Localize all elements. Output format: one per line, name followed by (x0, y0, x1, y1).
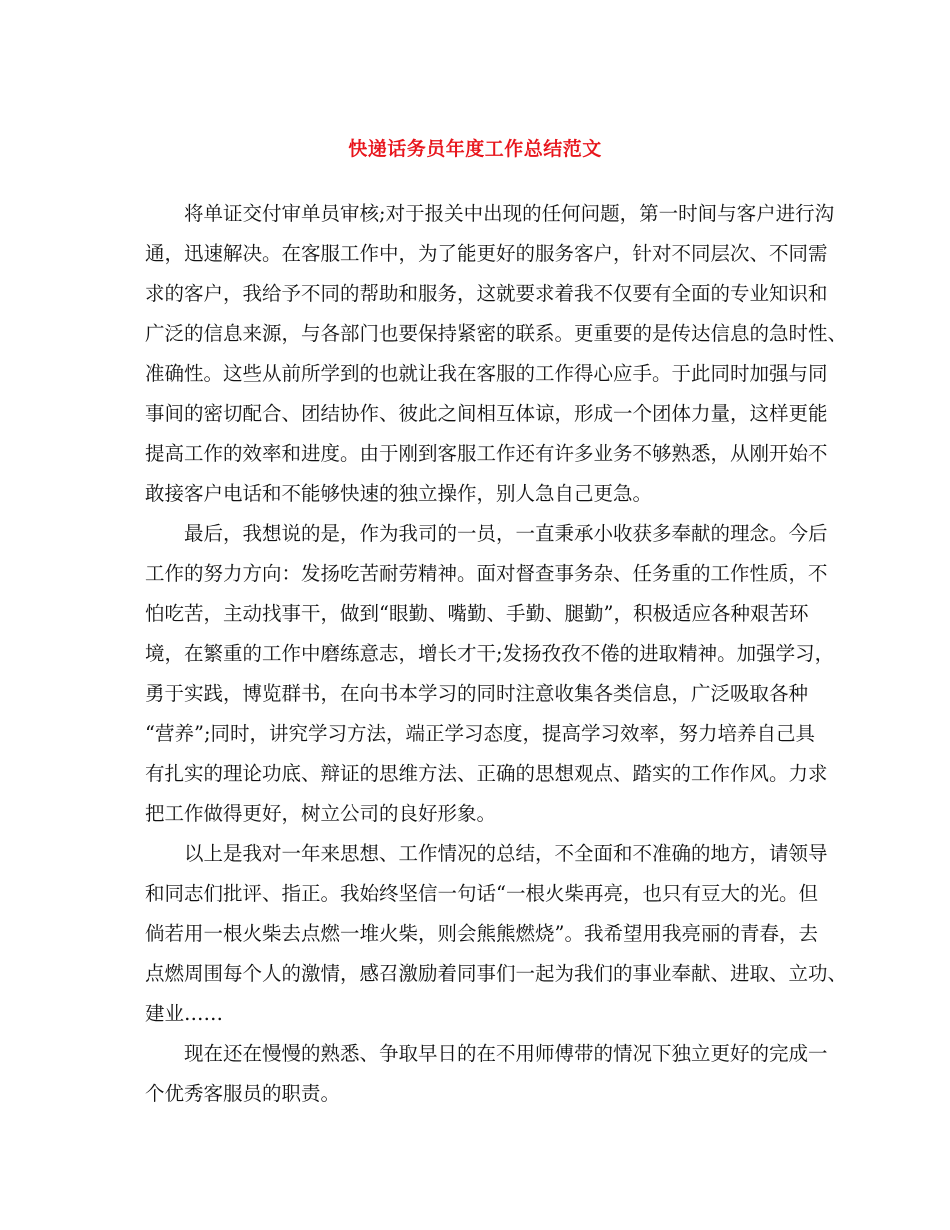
body-line: 事间的密切配合、团结协作、彼此之间相互体谅，形成一个团体力量，这样更能 (145, 402, 828, 425)
body-line: 境，在繁重的工作中磨练意志，增长才干;发扬孜孜不倦的进取精神。加强学习， (145, 642, 835, 665)
body-line: 和同志们批评、指正。我始终坚信一句话“一根火柴再亮，也只有豆大的光。但 (145, 882, 818, 905)
body-line: 求的客户，我给予不同的帮助和服务，这就要求着我不仅要有全面的专业知识和 (145, 282, 828, 305)
body-line: 怕吃苦，主动找事干，做到“眼勤、嘴勤、手勤、腿勤”，积极适应各种艰苦环 (145, 602, 809, 625)
body-line: 敢接客户电话和不能够快速的独立操作，别人急自己更急。 (145, 482, 653, 505)
body-line: 将单证交付审单员审核;对于报关中出现的任何问题，第一时间与客户进行沟 (145, 202, 835, 225)
body-line: 点燃周围每个人的激情，感召激励着同事们一起为我们的事业奉献、进取、立功、 (145, 962, 848, 985)
body-line: 现在还在慢慢的熟悉、争取早日的在不用师傅带的情况下独立更好的完成一 (145, 1042, 828, 1065)
body-line: “营养”;同时，讲究学习方法，端正学习态度，提高学习效率，努力培养自己具 (145, 722, 816, 745)
body-line: 勇于实践，博览群书，在向书本学习的同时注意收集各类信息，广泛吸取各种 (145, 682, 809, 705)
body-line: 有扎实的理论功底、辩证的思维方法、正确的思想观点、踏实的工作作风。力求 (145, 762, 828, 785)
body-line: 倘若用一根火柴去点燃一堆火柴，则会熊熊燃烧”。我希望用我亮丽的青春，去 (145, 922, 818, 945)
body-line: 广泛的信息来源，与各部门也要保持紧密的联系。更重要的是传达信息的急时性、 (145, 322, 848, 345)
body-line: 个优秀客服员的职责。 (145, 1082, 341, 1105)
body-line: 工作的努力方向：发扬吃苦耐劳精神。面对督查事务杂、任务重的工作性质，不 (145, 562, 828, 585)
body-line: 提高工作的效率和进度。由于刚到客服工作还有许多业务不够熟悉，从刚开始不 (145, 442, 828, 465)
body-line: 最后，我想说的是，作为我司的一员，一直秉承小收获多奉献的理念。今后 (145, 522, 828, 545)
body-line: 准确性。这些从前所学到的也就让我在客服的工作得心应手。于此同时加强与同 (145, 362, 828, 385)
body-line: 以上是我对一年来思想、工作情况的总结，不全面和不准确的地方，请领导 (145, 842, 828, 865)
document-title: 快递话务员年度工作总结范文 (348, 138, 602, 160)
body-line: 把工作做得更好，树立公司的良好形象。 (145, 802, 497, 825)
body-line: 建业…… (145, 1002, 224, 1025)
body-line: 通，迅速解决。在客服工作中，为了能更好的服务客户，针对不同层次、不同需 (145, 242, 828, 265)
